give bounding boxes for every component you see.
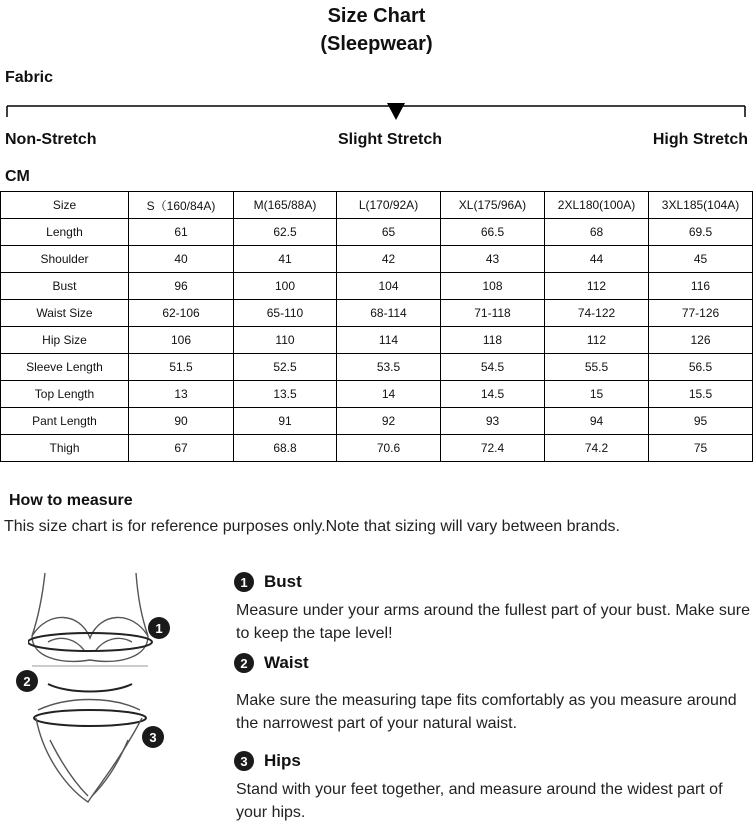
table-row-label: Top Length [1,381,129,408]
table-cell: 90 [129,408,234,435]
table-row [1,327,753,354]
table-cell: 94 [545,408,649,435]
page-title: Size Chart [327,5,426,27]
table-cell: 14 [337,381,441,408]
table-cell: 15 [545,381,649,408]
hips-heading [234,751,301,771]
table-cell: 71-118 [441,300,545,327]
table-cell: 13.5 [234,381,337,408]
table-cell: 74-122 [545,300,649,327]
table-cell: 40 [129,246,234,273]
waist-number-icon: 2 [234,653,254,673]
hips-number-icon: 3 [234,751,254,771]
table-cell: 41 [234,246,337,273]
table-cell: 100 [234,273,337,300]
table-cell: 51.5 [129,354,234,381]
hips-title: Hips [264,751,301,770]
table-cell: 13 [129,381,234,408]
table-cell: 14.5 [441,381,545,408]
hips-marker-icon: 3 [142,726,164,748]
table-header-cell: 3XL185(104A) [649,192,753,219]
table-row [1,354,753,381]
table-row [1,408,753,435]
table-cell: 74.2 [545,435,649,462]
table-cell: 66.5 [441,219,545,246]
body-measure-illustration-icon [28,570,168,820]
table-cell: 112 [545,327,649,354]
how-to-measure-title: How to measure [9,492,133,509]
waist-marker-icon: 2 [16,670,38,692]
table-cell: 126 [649,327,753,354]
stretch-scale [0,100,753,122]
table-cell: 55.5 [545,354,649,381]
table-cell: 77-126 [649,300,753,327]
table-header-cell: 2XL180(100A) [545,192,649,219]
table-cell: 93 [441,408,545,435]
table-cell: 43 [441,246,545,273]
table-cell: 92 [337,408,441,435]
table-cell: 114 [337,327,441,354]
unit-label: CM [5,168,30,185]
table-row [1,273,753,300]
table-cell: 42 [337,246,441,273]
table-cell: 52.5 [234,354,337,381]
bust-title: Bust [264,572,302,591]
table-cell: 95 [649,408,753,435]
stretch-level-slight: Slight Stretch [338,131,443,148]
bust-instructions: Measure under your arms around the fullest part of your bust. Make sure to keep the tape level! [236,602,751,642]
table-cell: 106 [129,327,234,354]
table-cell: 96 [129,273,234,300]
stretch-indicator-icon [387,103,405,120]
fabric-label: Fabric [5,69,54,86]
table-row-label: Waist Size [1,300,129,327]
table-cell: 44 [545,246,649,273]
table-row [1,300,753,327]
table-cell: 45 [649,246,753,273]
table-row [1,219,753,246]
table-cell: 116 [649,273,753,300]
table-header-cell: XL(175/96A) [441,192,545,219]
table-row [1,381,753,408]
table-header-cell: L(170/92A) [337,192,441,219]
disclaimer-note: This size chart is for reference purposes only.Note that sizing will vary between brands. [4,518,620,535]
table-cell: 112 [545,273,649,300]
table-row-label: Bust [1,273,129,300]
table-cell: 118 [441,327,545,354]
hips-instructions: Stand with your feet together, and measure around the widest part of your hips. [236,781,723,821]
table-cell: 91 [234,408,337,435]
stretch-level-high: High Stretch [652,131,748,148]
table-row-label: Sleeve Length [1,354,129,381]
table-row-label: Shoulder [1,246,129,273]
stretch-level-none: Non-Stretch [5,131,97,148]
table-cell: 61 [129,219,234,246]
table-row [1,435,753,462]
table-cell: 110 [234,327,337,354]
table-row [1,246,753,273]
table-row-label: Hip Size [1,327,129,354]
table-header-cell: Size [1,192,129,219]
bust-marker-icon: 1 [148,617,170,639]
table-cell: 65-110 [234,300,337,327]
waist-title: Waist [264,653,309,672]
table-cell: 56.5 [649,354,753,381]
table-cell: 69.5 [649,219,753,246]
size-table [0,191,753,462]
waist-instructions: Make sure the measuring tape fits comfortably as you measure around the narrowest part of your natural waist. [236,692,737,732]
page-subtitle: (Sleepwear) [320,33,433,55]
waist-heading [234,653,309,673]
table-cell: 15.5 [649,381,753,408]
table-cell: 70.6 [337,435,441,462]
table-header-cell: S（160/84A) [129,192,234,219]
bust-number-icon: 1 [234,572,254,592]
table-cell: 108 [441,273,545,300]
table-cell: 54.5 [441,354,545,381]
table-cell: 53.5 [337,354,441,381]
table-cell: 68-114 [337,300,441,327]
table-row-label: Pant Length [1,408,129,435]
table-cell: 62.5 [234,219,337,246]
table-cell: 62-106 [129,300,234,327]
table-cell: 104 [337,273,441,300]
table-row-label: Thigh [1,435,129,462]
table-row-label: Length [1,219,129,246]
table-cell: 68 [545,219,649,246]
bust-heading [234,572,302,592]
table-header-cell: M(165/88A) [234,192,337,219]
table-cell: 72.4 [441,435,545,462]
table-header-row [1,192,753,219]
table-cell: 67 [129,435,234,462]
table-cell: 75 [649,435,753,462]
table-cell: 65 [337,219,441,246]
table-cell: 68.8 [234,435,337,462]
